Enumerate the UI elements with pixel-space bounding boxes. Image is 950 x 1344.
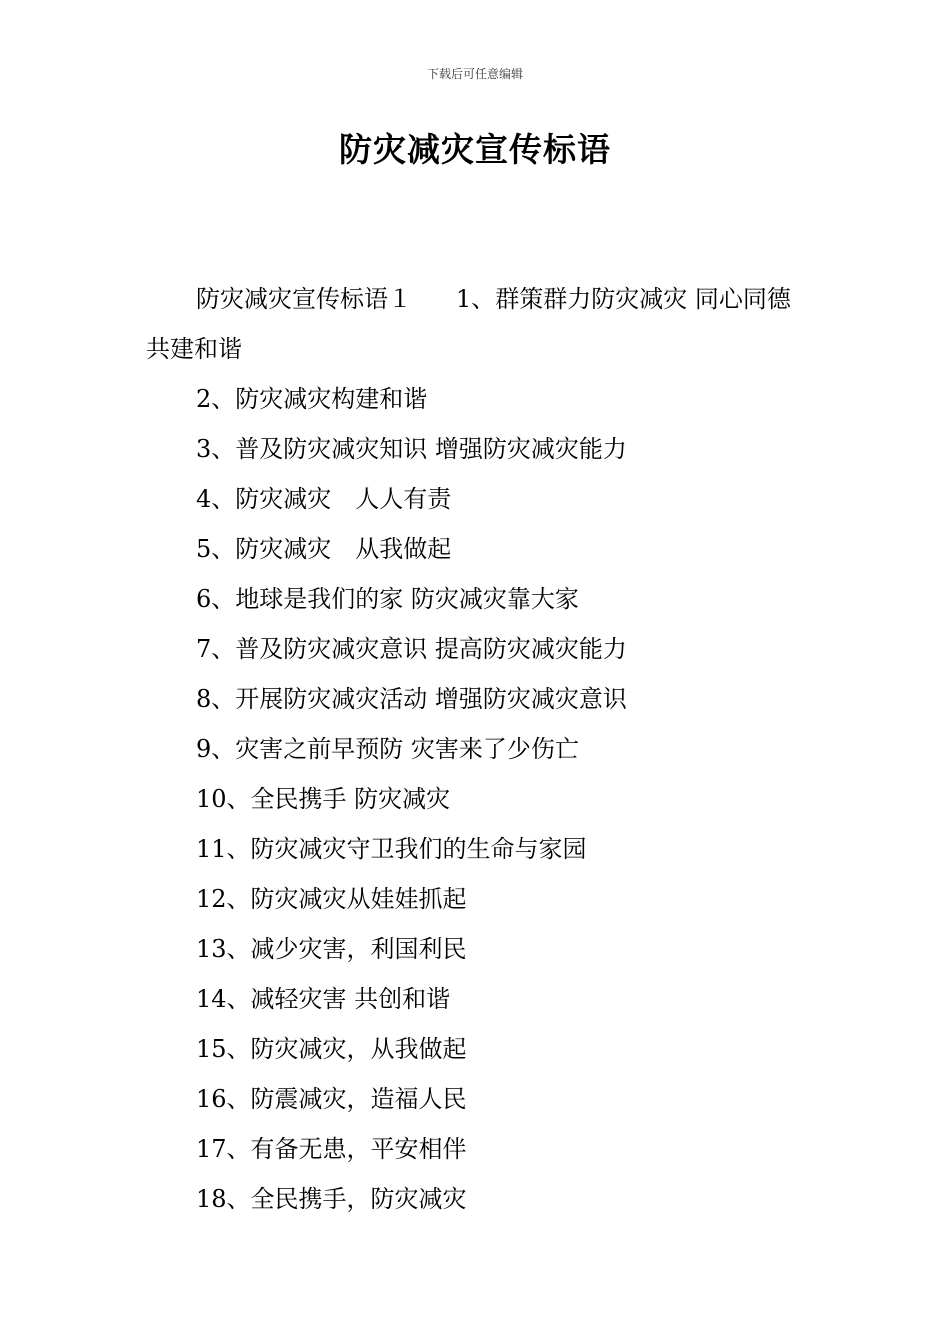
intro-heading: 防灾减灾宣传标语１ xyxy=(196,285,412,313)
slogan-item: 14、减轻灾害 共创和谐 xyxy=(196,985,451,1013)
slogan-item: 12、防灾减灾从娃娃抓起 xyxy=(196,885,467,913)
header-note: 下载后可任意编辑 xyxy=(426,67,523,81)
slogan-item: 13、减少灾害，利国利民 xyxy=(196,935,467,963)
slogan-item: 8、开展防灾减灾活动 增强防灾减灾意识 xyxy=(196,685,627,713)
slogan-item: 15、防灾减灾，从我做起 xyxy=(196,1035,467,1063)
slogan-item: 4、防灾减灾 人人有责 xyxy=(196,485,452,513)
slogan-item: 2、防灾减灾构建和谐 xyxy=(196,385,428,413)
document-body xyxy=(146,274,811,1224)
slogan-item: 9、灾害之前早预防 灾害来了少伤亡 xyxy=(196,735,579,763)
slogan-item: 18、全民携手，防灾减灾 xyxy=(196,1185,467,1213)
slogan-item: 10、全民携手 防灾减灾 xyxy=(196,785,451,813)
slogan-item: 16、防震减灾，造福人民 xyxy=(196,1085,467,1113)
slogan-item: 5、防灾减灾 从我做起 xyxy=(196,535,452,563)
slogan-list xyxy=(146,374,811,1224)
slogan-item: 7、普及防灾减灾意识 提高防灾减灾能力 xyxy=(196,635,627,663)
page-title: 防灾减灾宣传标语 xyxy=(339,130,611,169)
intro-first-item: 1、群策群力防灾减灾 同心同德共建和谐 xyxy=(146,285,791,363)
intro-paragraph xyxy=(146,274,811,374)
slogan-item: 6、地球是我们的家 防灾减灾靠大家 xyxy=(196,585,579,613)
slogan-item: 17、有备无患，平安相伴 xyxy=(196,1135,467,1163)
slogan-item: 3、普及防灾减灾知识 增强防灾减灾能力 xyxy=(196,435,627,463)
slogan-item: 11、防灾减灾守卫我们的生命与家园 xyxy=(196,835,587,863)
